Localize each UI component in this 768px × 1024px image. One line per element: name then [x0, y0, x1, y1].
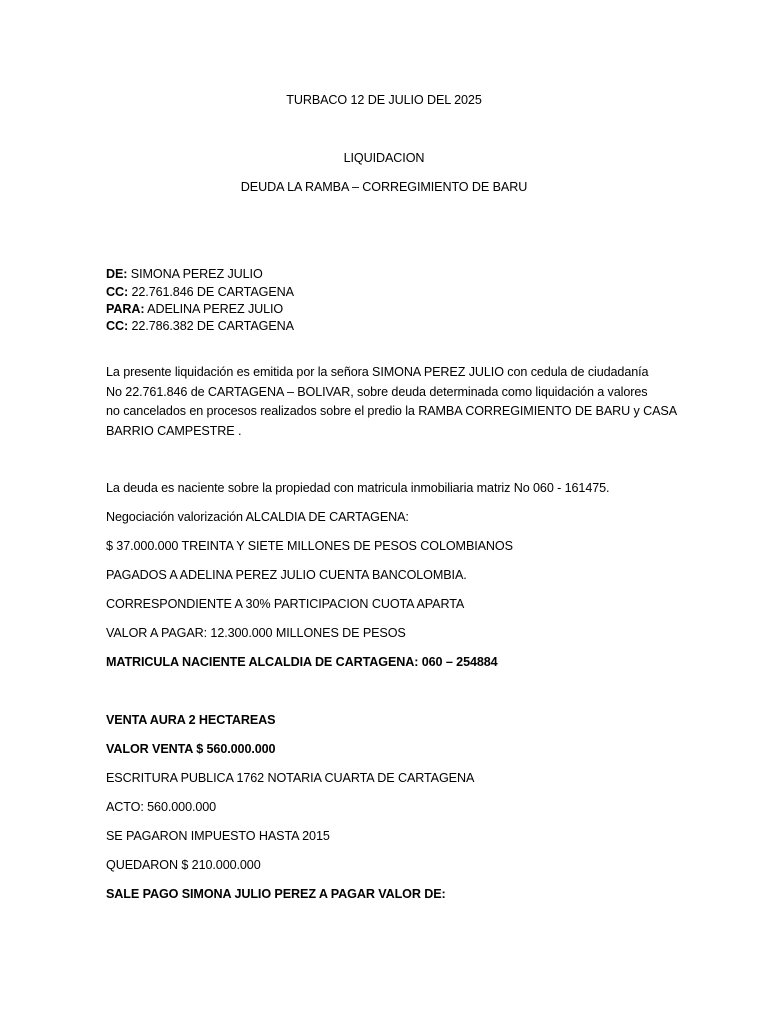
negotiation: Negociación valorización ALCALDIA DE CARTAGENA:: [106, 510, 409, 524]
to-value: ADELINA PEREZ JULIO: [144, 302, 284, 316]
registration-number: MATRICULA NACIENTE ALCALDIA DE CARTAGENA: 060 – 254884: [106, 655, 498, 669]
to-id-line: [106, 318, 294, 335]
remaining: QUEDARON $ 210.000.000: [106, 858, 261, 872]
from-label: DE:: [106, 267, 128, 281]
from-line: [106, 266, 263, 283]
to-label: PARA:: [106, 302, 145, 316]
sale-title: VENTA AURA 2 HECTAREAS: [106, 713, 276, 727]
document-title: LIQUIDACION: [343, 151, 425, 165]
intro-line-2: No 22.761.846 de CARTAGENA – BOLIVAR, sobre deuda determinada como liquidación a valores: [106, 385, 648, 399]
debt-origin: La deuda es naciente sobre la propiedad con matricula inmobiliaria matriz No 060 - 161475.: [106, 481, 610, 495]
amount: $ 37.000.000 TREINTA Y SIETE MILLONES DE PESOS COLOMBIANOS: [106, 539, 513, 553]
act-value: ACTO: 560.000.000: [106, 800, 217, 814]
sale-value: VALOR VENTA $ 560.000.000: [106, 742, 276, 756]
amount-to-pay: VALOR A PAGAR: 12.300.000 MILLONES DE PESOS: [106, 626, 406, 640]
place-date: TURBACO 12 DE JULIO DEL 2025: [286, 93, 482, 107]
intro-line-4: BARRIO CAMPESTRE .: [106, 424, 242, 438]
paid-to: PAGADOS A ADELINA PEREZ JULIO CUENTA BANCOLOMBIA.: [106, 568, 467, 582]
from-id-line: [106, 284, 294, 301]
document-subtitle: DEUDA LA RAMBA – CORREGIMIENTO DE BARU: [240, 180, 528, 194]
to-id-label: CC:: [106, 319, 129, 333]
intro-line-1: La presente liquidación es emitida por la señora SIMONA PEREZ JULIO con cedula de ciudadanía: [106, 365, 649, 379]
to-id-value: 22.786.382 DE CARTAGENA: [128, 319, 294, 333]
from-value: SIMONA PEREZ JULIO: [127, 267, 263, 281]
from-id-value: 22.761.846 DE CARTAGENA: [128, 285, 294, 299]
participation: CORRESPONDIENTE A 30% PARTICIPACION CUOTA APARTA: [106, 597, 465, 611]
public-deed: ESCRITURA PUBLICA 1762 NOTARIA CUARTA DE CARTAGENA: [106, 771, 475, 785]
from-id-label: CC:: [106, 285, 129, 299]
payment-due: SALE PAGO SIMONA JULIO PEREZ A PAGAR VALOR DE:: [106, 887, 446, 901]
to-line: [106, 301, 283, 318]
intro-line-3: no cancelados en procesos realizados sobre el predio la RAMBA CORREGIMIENTO DE BARU y CASA: [106, 404, 678, 418]
tax-paid: SE PAGARON IMPUESTO HASTA 2015: [106, 829, 330, 843]
